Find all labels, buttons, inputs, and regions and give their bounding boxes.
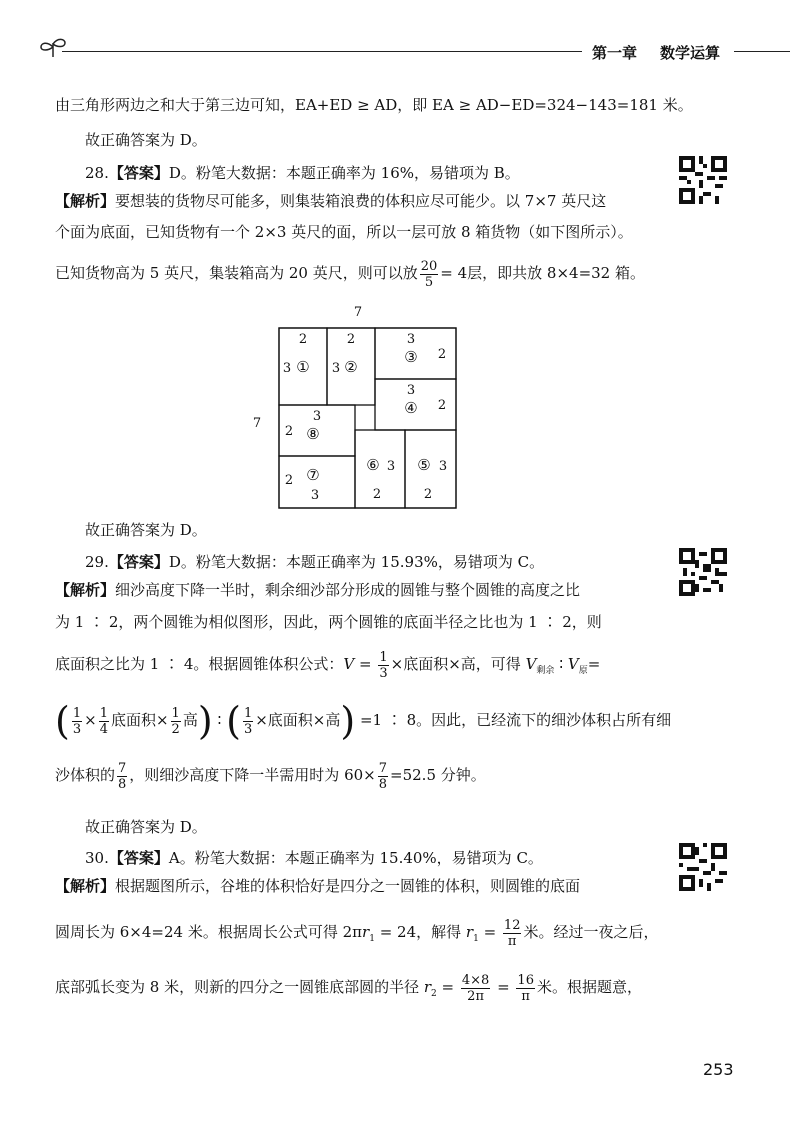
qr-code-icon — [679, 548, 727, 596]
q28-fraction-line: 已知货物高为 5 英尺，集装箱高为 20 英尺，则可以放 $\frac{20}{5}$ = 4层，即共放 8×4=32 箱。 — [55, 258, 645, 290]
sprout-icon — [38, 35, 68, 59]
box-2-circle: ② — [344, 358, 358, 376]
box-6-bottom: 2 — [372, 487, 382, 502]
q28-answer-line: 28.【答案】D。粉笔大数据：本题正确率为 16%，易错项为 B。 — [85, 164, 520, 182]
box-8-top: 3 — [312, 409, 322, 424]
header-rule-right — [734, 51, 790, 52]
q28-analysis-line: 【解析】要想装的货物尽可能多，则集装箱浪费的体积应尽可能少。以 7×7 英尺这 — [55, 192, 607, 210]
box-4-circle: ④ — [404, 399, 418, 417]
box-7-side: 2 — [284, 473, 294, 488]
q30-circumference-line: 圆周长为 6×4=24 米。根据周长公式可得 $2\pi r_1 = 24$，解得 $r_1$ = $\frac{12}{\pi}$ 米。经过一夜之后， — [55, 917, 659, 949]
box-5-bottom: 2 — [423, 487, 433, 502]
q30-answer-line: 30.【答案】A。粉笔大数据：本题正确率为 15.40%，易错项为 C。 — [85, 849, 543, 867]
box-1-top: 2 — [298, 332, 308, 347]
box-2-top: 2 — [346, 332, 356, 347]
q29-ratio-line: ( $\frac{1}{3}$ × $\frac{1}{4}$ 底面积× $\frac{1}{2}$ 高) ∶ ( $\frac{1}{3}$ ×底面积×高) =1 ∶ 8。因此，已经流下的细沙体积占所有细 — [55, 699, 672, 743]
q29-formula-line: 底面积之比为 1 ∶ 4。根据圆锥体积公式：V = $\frac{1}{3}$ ×底面积×高，可得 $V_{剩余}$ ∶ $V_原=$ — [55, 649, 601, 681]
q29-analysis-line: 【解析】细沙高度下降一半时，剩余细沙部分形成的圆锥与整个圆锥的高度之比 — [55, 581, 581, 599]
paragraph: 故正确答案为 D。 — [85, 818, 207, 836]
paragraph: 个面为底面，已知货物有一个 2×3 英尺的面，所以一层可放 8 箱货物（如下图所示）。 — [55, 223, 633, 241]
box-1-side: 3 — [282, 361, 292, 376]
page-number: 253 — [703, 1060, 734, 1079]
box-2-side: 3 — [331, 361, 341, 376]
paragraph: 故正确答案为 D。 — [85, 521, 207, 539]
chapter-label: 第一章 — [592, 44, 638, 62]
box-7-bottom: 3 — [310, 488, 320, 503]
q30-radius-line: 底部弧长变为 8 米，则新的四分之一圆锥底部圆的半径 $r_2$ = $\frac{4\times 8}{2\pi}$ = $\frac{16}{\pi}$ 米。根据题意， — [55, 972, 642, 1004]
q29-answer-line: 29.【答案】D。粉笔大数据：本题正确率为 15.93%，易错项为 C。 — [85, 553, 545, 571]
box-6-circle: ⑥ — [366, 456, 380, 474]
box-1-circle: ① — [296, 358, 310, 376]
box-4-side: 2 — [437, 398, 447, 413]
box-6-side: 3 — [386, 459, 396, 474]
paragraph: 由三角形两边之和大于第三边可知，EA+ED ≥ AD，即 EA ≥ AD−ED=324−143=181 米。 — [55, 96, 693, 114]
figure-side-label: 7 — [252, 416, 262, 431]
qr-code-icon — [679, 843, 727, 891]
box-3-circle: ③ — [404, 348, 418, 366]
box-5-side: 3 — [438, 459, 448, 474]
paragraph: 为 1 ∶ 2，两个圆锥为相似图形，因此，两个圆锥的底面半径之比也为 1 ∶ 2，则 — [55, 613, 602, 631]
box-7-circle: ⑦ — [306, 466, 320, 484]
header-rule-left — [62, 51, 582, 52]
box-3-top: 3 — [406, 332, 416, 347]
box-3-side: 2 — [437, 347, 447, 362]
q29-result-line: 沙体积的 $\frac{7}{8}$ ，则细沙高度下降一半需用时为 60× $\frac{7}{8}$ =52.5 分钟。 — [55, 760, 486, 792]
box-4-top: 3 — [406, 383, 416, 398]
chapter-title: 数学运算 — [660, 44, 721, 62]
figure-top-label: 7 — [353, 305, 363, 320]
box-8-circle: ⑧ — [306, 425, 320, 443]
q30-analysis-line: 【解析】根据题图所示，谷堆的体积恰好是四分之一圆锥的体积，则圆锥的底面 — [55, 877, 581, 895]
box-layout-figure — [245, 300, 485, 520]
box-8-side: 2 — [284, 424, 294, 439]
box-5-circle: ⑤ — [417, 456, 431, 474]
qr-code-icon — [679, 156, 727, 204]
paragraph: 故正确答案为 D。 — [85, 131, 207, 149]
